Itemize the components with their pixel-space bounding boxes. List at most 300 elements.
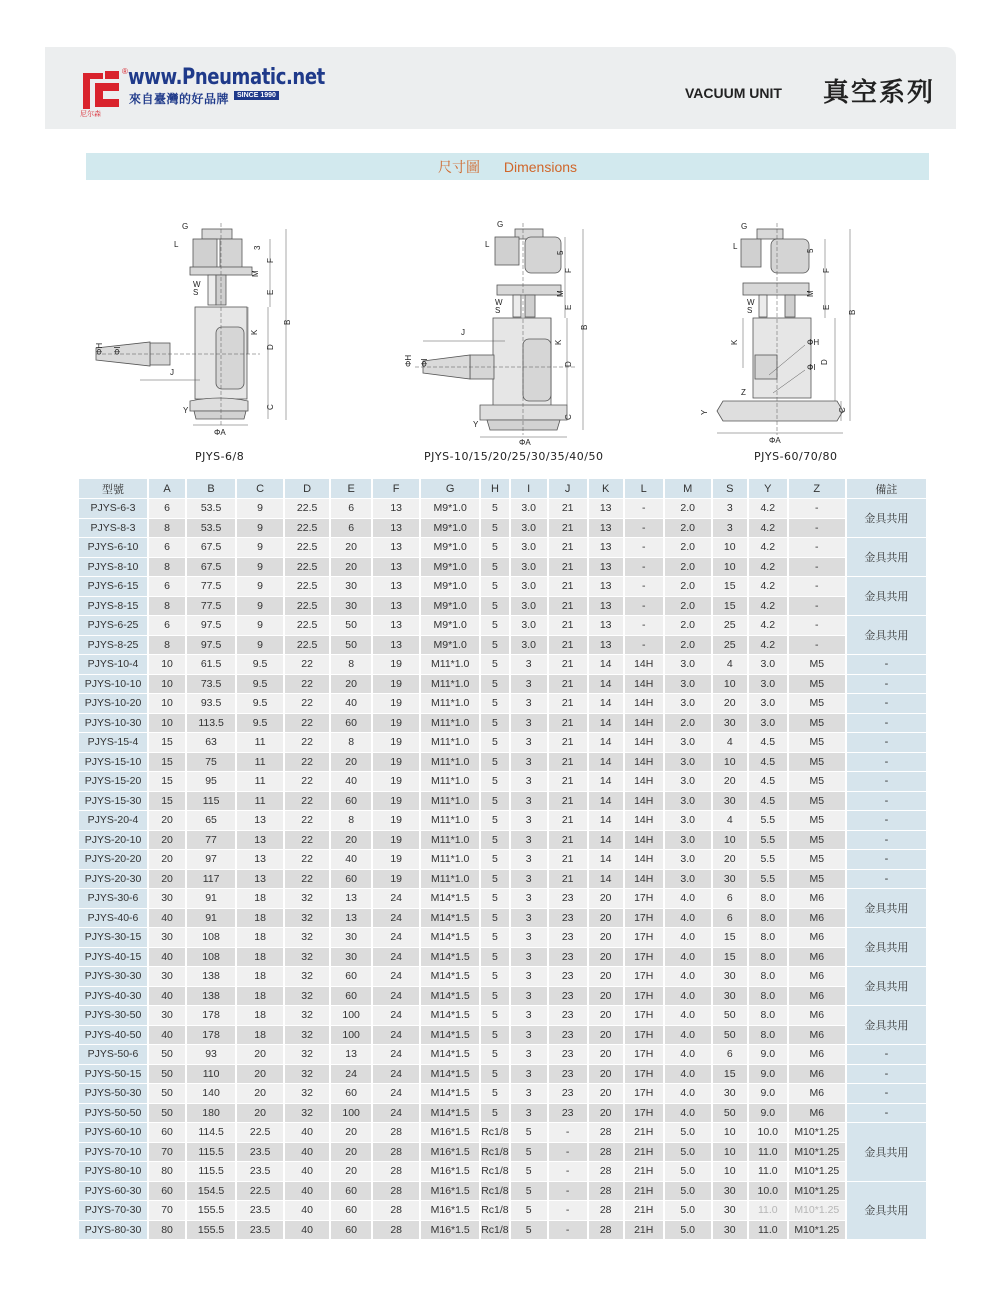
model-cell: PJYS-20-4 — [79, 811, 149, 831]
value-cell: 8.0 — [749, 967, 789, 987]
dim-label-d: D — [564, 361, 573, 367]
value-cell: 97.5 — [187, 616, 237, 636]
value-cell: 23.5 — [237, 1143, 285, 1163]
value-cell: 15 — [713, 577, 749, 597]
value-cell: 21 — [549, 811, 589, 831]
value-cell: M10*1.25 — [789, 1162, 847, 1182]
value-cell: 19 — [373, 675, 421, 695]
value-cell: 5 — [481, 694, 510, 714]
value-cell: 14H — [625, 733, 665, 753]
value-cell: M11*1.0 — [421, 675, 481, 695]
value-cell: 17H — [625, 1045, 665, 1065]
value-cell: 20 — [331, 1143, 373, 1163]
dim-label-f: F — [822, 268, 831, 273]
value-cell: 30 — [713, 1182, 749, 1202]
table-row — [79, 1182, 928, 1202]
value-cell: Rc1/8 — [481, 1143, 510, 1163]
value-cell: 3.0 — [749, 655, 789, 675]
value-cell: 21 — [549, 538, 589, 558]
value-cell: 91 — [187, 889, 237, 909]
value-cell: 13 — [373, 499, 421, 519]
note-cell: - — [847, 1104, 928, 1124]
dim-label-b: B — [283, 319, 292, 325]
value-cell: M16*1.5 — [421, 1182, 481, 1202]
value-cell: 17H — [625, 948, 665, 968]
value-cell: - — [625, 597, 665, 617]
dimensions-table — [79, 479, 928, 1240]
value-cell: M5 — [789, 714, 847, 734]
value-cell: 23 — [549, 1045, 589, 1065]
value-cell: 24 — [373, 1084, 421, 1104]
table-row — [79, 1026, 928, 1046]
value-cell: M11*1.0 — [421, 831, 481, 851]
dim-label-i: ΦI — [420, 358, 429, 367]
value-cell: 32 — [285, 889, 331, 909]
value-cell: 30 — [713, 1201, 749, 1221]
value-cell: M10*1.25 — [789, 1201, 847, 1221]
section-title-en: Dimensions — [503, 159, 578, 175]
value-cell: - — [789, 499, 847, 519]
value-cell: M16*1.5 — [421, 1143, 481, 1163]
value-cell: 3 — [713, 499, 749, 519]
value-cell: - — [625, 499, 665, 519]
value-cell: 24 — [373, 987, 421, 1007]
table-row — [79, 597, 928, 617]
value-cell: 13 — [331, 889, 373, 909]
value-cell: 50 — [149, 1065, 187, 1085]
value-cell: M9*1.0 — [421, 558, 481, 578]
value-cell: 40 — [149, 987, 187, 1007]
value-cell: 21H — [625, 1182, 665, 1202]
table-row — [79, 948, 928, 968]
value-cell: 9.0 — [749, 1104, 789, 1124]
value-cell: 9.5 — [237, 694, 285, 714]
value-cell: M14*1.5 — [421, 1026, 481, 1046]
value-cell: 20 — [331, 1162, 373, 1182]
value-cell: 13 — [237, 811, 285, 831]
value-cell: 9.5 — [237, 655, 285, 675]
dim-label-3: 3 — [253, 245, 262, 250]
value-cell: 15 — [713, 1065, 749, 1085]
value-cell: M9*1.0 — [421, 616, 481, 636]
value-cell: 100 — [331, 1006, 373, 1026]
value-cell: 5 — [481, 616, 510, 636]
value-cell: M9*1.0 — [421, 519, 481, 539]
dim-label-e: E — [266, 289, 275, 295]
value-cell: 13 — [237, 831, 285, 851]
value-cell: 40 — [149, 909, 187, 929]
value-cell: 3.0 — [665, 792, 713, 812]
value-cell: 14H — [625, 811, 665, 831]
value-cell: 5 — [481, 577, 510, 597]
dim-label-m: M — [251, 270, 260, 277]
value-cell: 17H — [625, 1084, 665, 1104]
note-cell: 金具共用 — [847, 967, 928, 1006]
value-cell: 24 — [373, 1104, 421, 1124]
value-cell: 30 — [713, 870, 749, 890]
value-cell: 140 — [187, 1084, 237, 1104]
value-cell: 23 — [549, 1084, 589, 1104]
dim-label-i: ΦI — [807, 363, 816, 372]
value-cell: 20 — [713, 850, 749, 870]
model-cell: PJYS-20-30 — [79, 870, 149, 890]
value-cell: 9.5 — [237, 675, 285, 695]
note-cell: - — [847, 714, 928, 734]
value-cell: 5.0 — [665, 1201, 713, 1221]
value-cell: 20 — [713, 772, 749, 792]
value-cell: 80 — [149, 1221, 187, 1241]
value-cell: 23.5 — [237, 1221, 285, 1241]
value-cell: 4.2 — [749, 538, 789, 558]
table-row — [79, 831, 928, 851]
value-cell: 18 — [237, 889, 285, 909]
model-cell: PJYS-6-15 — [79, 577, 149, 597]
value-cell: 9 — [237, 519, 285, 539]
value-cell: 3.0 — [665, 694, 713, 714]
value-cell: 14 — [589, 675, 625, 695]
value-cell: 178 — [187, 1026, 237, 1046]
value-cell: 9 — [237, 558, 285, 578]
value-cell: 8 — [149, 636, 187, 656]
dim-label-s: S — [747, 306, 753, 315]
dim-label-g: G — [182, 222, 189, 231]
value-cell: 114.5 — [187, 1123, 237, 1143]
value-cell: 5 — [481, 538, 510, 558]
value-cell: 30 — [713, 967, 749, 987]
value-cell: 30 — [713, 792, 749, 812]
value-cell: 14H — [625, 675, 665, 695]
dim-label-j: J — [170, 368, 174, 377]
value-cell: 50 — [331, 636, 373, 656]
value-cell: 60 — [331, 1084, 373, 1104]
value-cell: 77.5 — [187, 597, 237, 617]
dim-label-j: J — [461, 328, 465, 337]
drawing-label-pjys-10-50: PJYS-10/15/20/25/30/35/40/50 — [424, 450, 604, 463]
value-cell: 5 — [511, 1221, 549, 1241]
value-cell: 8.0 — [749, 987, 789, 1007]
model-cell: PJYS-6-3 — [79, 499, 149, 519]
value-cell: 13 — [589, 616, 625, 636]
value-cell: 9 — [237, 636, 285, 656]
value-cell: 18 — [237, 1006, 285, 1026]
value-cell: M11*1.0 — [421, 870, 481, 890]
value-cell: 28 — [373, 1162, 421, 1182]
value-cell: 113.5 — [187, 714, 237, 734]
value-cell: - — [625, 577, 665, 597]
value-cell: 20 — [237, 1084, 285, 1104]
dim-label-m: M — [806, 290, 815, 297]
note-cell: 金具共用 — [847, 1006, 928, 1045]
value-cell: 20 — [237, 1065, 285, 1085]
value-cell: 24 — [373, 967, 421, 987]
value-cell: M5 — [789, 733, 847, 753]
value-cell: 77 — [187, 831, 237, 851]
value-cell: 4.2 — [749, 616, 789, 636]
value-cell: 3 — [511, 909, 549, 929]
value-cell: 20 — [331, 675, 373, 695]
logo-url: www.Pneumatic.net — [128, 65, 325, 90]
value-cell: 5 — [481, 558, 510, 578]
value-cell: 5 — [481, 1045, 510, 1065]
column-header-f: F — [373, 479, 421, 499]
value-cell: - — [625, 519, 665, 539]
value-cell: 3 — [511, 1006, 549, 1026]
value-cell: 138 — [187, 967, 237, 987]
value-cell: 11.0 — [749, 1221, 789, 1241]
value-cell: 4 — [713, 811, 749, 831]
value-cell: 21 — [549, 850, 589, 870]
dim-label-y: Y — [473, 420, 479, 429]
value-cell: 3 — [511, 714, 549, 734]
value-cell: 22.5 — [237, 1123, 285, 1143]
note-cell: 金具共用 — [847, 538, 928, 577]
value-cell: M11*1.0 — [421, 694, 481, 714]
value-cell: 15 — [149, 792, 187, 812]
value-cell: 3 — [511, 733, 549, 753]
value-cell: 5.5 — [749, 831, 789, 851]
value-cell: 23 — [549, 1065, 589, 1085]
value-cell: 75 — [187, 753, 237, 773]
value-cell: 9.0 — [749, 1084, 789, 1104]
dim-label-z: Z — [741, 388, 746, 397]
value-cell: 60 — [331, 870, 373, 890]
value-cell: - — [789, 616, 847, 636]
value-cell: M9*1.0 — [421, 577, 481, 597]
value-cell: 11.0 — [749, 1162, 789, 1182]
value-cell: 4.0 — [665, 987, 713, 1007]
value-cell: 21 — [549, 597, 589, 617]
value-cell: 67.5 — [187, 558, 237, 578]
value-cell: 22 — [285, 870, 331, 890]
value-cell: 24 — [373, 1065, 421, 1085]
table-row — [79, 733, 928, 753]
value-cell: 97.5 — [187, 636, 237, 656]
value-cell: 6 — [331, 499, 373, 519]
table-row — [79, 538, 928, 558]
value-cell: M6 — [789, 967, 847, 987]
value-cell: 13 — [237, 850, 285, 870]
value-cell: 3 — [511, 967, 549, 987]
value-cell: 5 — [481, 909, 510, 929]
column-header-j: J — [549, 479, 589, 499]
value-cell: 22 — [285, 753, 331, 773]
table-row — [79, 694, 928, 714]
value-cell: 3 — [511, 753, 549, 773]
value-cell: - — [549, 1182, 589, 1202]
value-cell: 50 — [713, 1026, 749, 1046]
table-row — [79, 655, 928, 675]
value-cell: 80 — [149, 1162, 187, 1182]
value-cell: M5 — [789, 831, 847, 851]
drawing-label-pjys-60-80: PJYS-60/70/80 — [754, 450, 838, 463]
dim-label-b: B — [580, 324, 589, 330]
model-cell: PJYS-15-4 — [79, 733, 149, 753]
value-cell: 14H — [625, 870, 665, 890]
value-cell: 28 — [373, 1143, 421, 1163]
value-cell: 110 — [187, 1065, 237, 1085]
table-row — [79, 1123, 928, 1143]
value-cell: 9.0 — [749, 1045, 789, 1065]
value-cell: 10 — [713, 753, 749, 773]
value-cell: 4 — [713, 655, 749, 675]
model-cell: PJYS-20-20 — [79, 850, 149, 870]
value-cell: 3 — [511, 850, 549, 870]
value-cell: 50 — [149, 1045, 187, 1065]
model-cell: PJYS-50-6 — [79, 1045, 149, 1065]
table-row — [79, 870, 928, 890]
value-cell: 5 — [481, 831, 510, 851]
value-cell: 115 — [187, 792, 237, 812]
value-cell: 3 — [511, 1065, 549, 1085]
value-cell: 5 — [481, 967, 510, 987]
value-cell: 8 — [331, 733, 373, 753]
value-cell: M6 — [789, 1065, 847, 1085]
table-row — [79, 519, 928, 539]
dim-label-w: W — [193, 280, 201, 289]
value-cell: 108 — [187, 928, 237, 948]
value-cell: 13 — [589, 558, 625, 578]
model-cell: PJYS-10-30 — [79, 714, 149, 734]
value-cell: 32 — [285, 928, 331, 948]
drawing-pjys-6-8 — [90, 215, 310, 445]
value-cell: 23 — [549, 967, 589, 987]
value-cell: M6 — [789, 948, 847, 968]
dim-label-w: W — [747, 298, 755, 307]
value-cell: 18 — [237, 987, 285, 1007]
value-cell: 3 — [713, 519, 749, 539]
value-cell: 4.2 — [749, 519, 789, 539]
value-cell: - — [549, 1201, 589, 1221]
value-cell: 23 — [549, 889, 589, 909]
value-cell: M14*1.5 — [421, 1065, 481, 1085]
value-cell: 21H — [625, 1221, 665, 1241]
drawing-label-pjys-6-8: PJYS-6/8 — [195, 450, 245, 463]
value-cell: 5.0 — [665, 1162, 713, 1182]
value-cell: 19 — [373, 655, 421, 675]
value-cell: 18 — [237, 967, 285, 987]
note-cell: 金具共用 — [847, 499, 928, 538]
table-row — [79, 1084, 928, 1104]
value-cell: M6 — [789, 928, 847, 948]
value-cell: 40 — [285, 1221, 331, 1241]
value-cell: 3 — [511, 694, 549, 714]
value-cell: M5 — [789, 792, 847, 812]
note-cell: 金具共用 — [847, 928, 928, 967]
value-cell: 10 — [149, 675, 187, 695]
column-header-note: 備註 — [847, 479, 928, 499]
value-cell: 5 — [481, 889, 510, 909]
value-cell: 28 — [589, 1162, 625, 1182]
model-cell: PJYS-15-10 — [79, 753, 149, 773]
brand-logo-icon — [81, 69, 121, 111]
value-cell: 3 — [511, 831, 549, 851]
value-cell: 22 — [285, 811, 331, 831]
value-cell: 3 — [511, 987, 549, 1007]
value-cell: 3.0 — [749, 714, 789, 734]
value-cell: 9 — [237, 538, 285, 558]
value-cell: 117 — [187, 870, 237, 890]
drawing-pjys-60-80 — [695, 215, 865, 445]
value-cell: 60 — [331, 714, 373, 734]
value-cell: 3.0 — [511, 519, 549, 539]
value-cell: 21 — [549, 792, 589, 812]
value-cell: 15 — [149, 733, 187, 753]
value-cell: 22.5 — [237, 1182, 285, 1202]
note-cell: - — [847, 733, 928, 753]
value-cell: 50 — [713, 1006, 749, 1026]
value-cell: - — [789, 636, 847, 656]
value-cell: 3.0 — [511, 636, 549, 656]
value-cell: 3.0 — [511, 499, 549, 519]
value-cell: 21 — [549, 499, 589, 519]
value-cell: 30 — [149, 889, 187, 909]
value-cell: 5 — [511, 1182, 549, 1202]
value-cell: 40 — [285, 1123, 331, 1143]
value-cell: 8.0 — [749, 1026, 789, 1046]
column-header-k: K — [589, 479, 625, 499]
value-cell: 5 — [511, 1123, 549, 1143]
value-cell: 22.5 — [285, 519, 331, 539]
value-cell: 28 — [589, 1123, 625, 1143]
value-cell: 14 — [589, 772, 625, 792]
table-row — [79, 967, 928, 987]
value-cell: 4.2 — [749, 499, 789, 519]
value-cell: M5 — [789, 675, 847, 695]
value-cell: 20 — [589, 889, 625, 909]
model-cell: PJYS-15-20 — [79, 772, 149, 792]
value-cell: 22 — [285, 831, 331, 851]
model-cell: PJYS-80-10 — [79, 1162, 149, 1182]
note-cell: - — [847, 694, 928, 714]
value-cell: 40 — [285, 1143, 331, 1163]
value-cell: 20 — [589, 1006, 625, 1026]
model-cell: PJYS-60-30 — [79, 1182, 149, 1202]
dim-label-c: C — [838, 407, 847, 413]
dim-label-5: 5 — [806, 248, 815, 253]
value-cell: 13 — [373, 519, 421, 539]
note-cell: - — [847, 1045, 928, 1065]
value-cell: 24 — [373, 1026, 421, 1046]
value-cell: 5 — [481, 655, 510, 675]
value-cell: 5 — [481, 675, 510, 695]
value-cell: 77.5 — [187, 577, 237, 597]
value-cell: 13 — [589, 499, 625, 519]
value-cell: 22 — [285, 694, 331, 714]
value-cell: 20 — [149, 831, 187, 851]
value-cell: 95 — [187, 772, 237, 792]
column-header-i: I — [511, 479, 549, 499]
value-cell: 60 — [331, 987, 373, 1007]
value-cell: Rc1/8 — [481, 1123, 510, 1143]
value-cell: 30 — [713, 987, 749, 1007]
value-cell: 23 — [549, 1026, 589, 1046]
value-cell: 9.0 — [749, 1065, 789, 1085]
value-cell: 8.0 — [749, 889, 789, 909]
model-cell: PJYS-30-50 — [79, 1006, 149, 1026]
column-header-d: D — [285, 479, 331, 499]
value-cell: 32 — [285, 1045, 331, 1065]
value-cell: 5 — [481, 948, 510, 968]
model-cell: PJYS-30-6 — [79, 889, 149, 909]
value-cell: 32 — [285, 1104, 331, 1124]
value-cell: 60 — [331, 967, 373, 987]
value-cell: 17H — [625, 909, 665, 929]
value-cell: 32 — [285, 987, 331, 1007]
value-cell: 23 — [549, 987, 589, 1007]
value-cell: 6 — [149, 538, 187, 558]
value-cell: M11*1.0 — [421, 811, 481, 831]
value-cell: 4.0 — [665, 1104, 713, 1124]
